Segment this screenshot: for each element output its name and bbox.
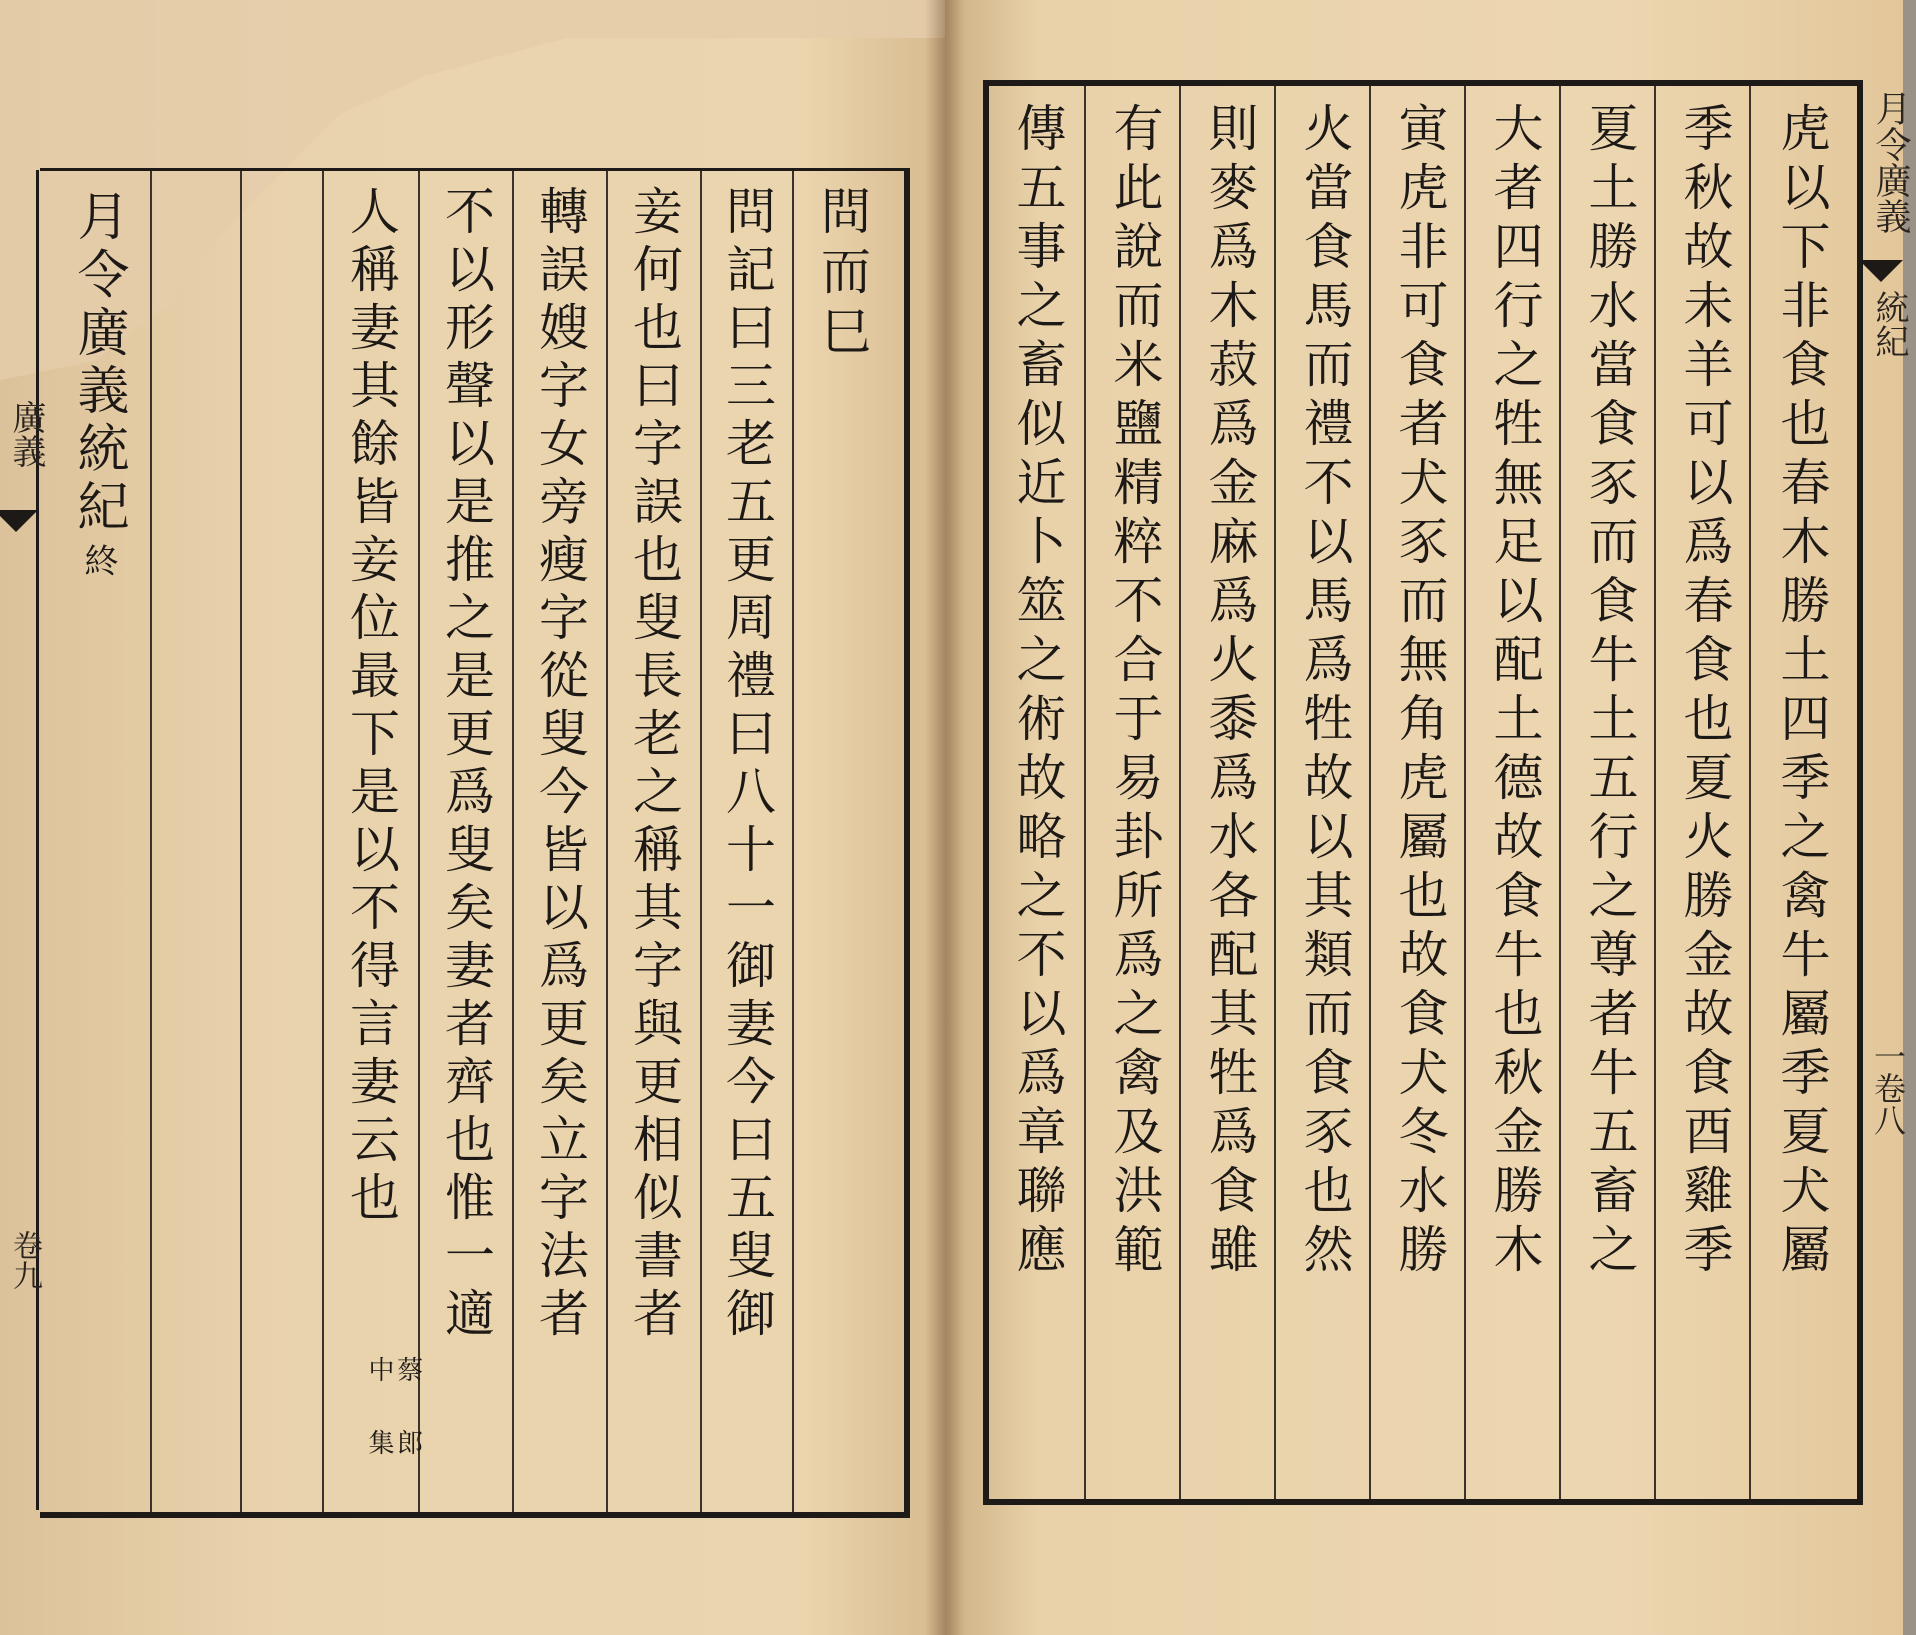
right-column-8 [1087, 86, 1182, 1515]
end-mark: 終 [78, 543, 118, 577]
right-margin-folio: 一卷八 [1869, 1040, 1907, 1136]
column-text: 有此說而米鹽精粹不合于易卦所爲之禽及洪範 [1105, 102, 1164, 1282]
right-column-1 [1754, 86, 1849, 1515]
column-text: 寅虎非可食者犬豕而無角虎屬也故食犬冬水勝 [1390, 102, 1449, 1282]
column-text: 大者四行之牲無足以配土德故食牛也秋金勝木 [1485, 102, 1544, 1282]
left-column-3 [608, 171, 700, 1526]
left-column-2 [702, 171, 792, 1526]
right-margin-strip [1863, 80, 1911, 1505]
left-title-text: 月令廣義統紀 [68, 189, 128, 537]
column-divider [150, 171, 152, 1512]
right-column-2 [1657, 86, 1752, 1515]
left-column-4 [514, 171, 606, 1526]
left-column-1 [796, 171, 888, 1526]
column-text: 人稱妻其餘皆妾位最下是以不得言妻云也 [342, 185, 400, 1229]
column-divider [240, 171, 242, 1512]
fishtail-mark [0, 510, 38, 532]
source-note [364, 1356, 423, 1476]
right-column-7 [1182, 86, 1277, 1515]
right-column-5 [1372, 86, 1467, 1515]
column-text: 夏土勝水當食豕而食牛土五行之尊者牛五畜之 [1580, 102, 1639, 1282]
gutter [925, 0, 965, 1635]
right-text-frame [983, 80, 1863, 1505]
column-text: 傳五事之畜似近卜筮之術故略之不以爲章聯應 [1008, 102, 1067, 1282]
column-divider [1084, 86, 1086, 1499]
column-text: 妾何也曰字誤也叟長老之稱其字與更相似書者 [625, 185, 683, 1345]
left-column-5 [420, 171, 512, 1526]
right-column-3 [1562, 86, 1657, 1515]
column-text: 轉誤嫂字女旁瘦字從叟今皆以爲更矣立字法者 [531, 185, 589, 1345]
right-margin-title: 月令廣義 [1870, 90, 1911, 234]
left-title-column [48, 171, 148, 1530]
column-text: 問記曰三老五更周禮曰八十一御妻今曰五叟御 [718, 185, 776, 1345]
column-divider [792, 171, 794, 1512]
column-text: 虎以下非食也春木勝土四季之禽牛屬季夏犬屬 [1772, 102, 1831, 1282]
left-margin-title: 廣義 [6, 400, 46, 468]
column-text: 問而巳 [813, 185, 871, 365]
right-column-4 [1467, 86, 1562, 1515]
right-margin-section: 統紀 [1869, 290, 1909, 358]
column-text: 不以形聲以是推之是更爲叟矣妻者齊也惟一適 [437, 185, 495, 1345]
left-text-frame [40, 168, 910, 1518]
column-text: 則麥爲木菽爲金麻爲火黍爲水各配其牲爲食雖 [1200, 102, 1259, 1282]
column-text: 火當食馬而禮不以馬爲牲故以其類而食豕也然 [1295, 102, 1354, 1282]
right-page [945, 0, 1911, 1635]
column-text: 季秋故未羊可以爲春食也夏火勝金故食酉雞季 [1675, 102, 1734, 1282]
right-column-9 [991, 86, 1084, 1515]
right-column-6 [1277, 86, 1372, 1515]
left-page [0, 0, 945, 1635]
source-note-text: 蔡中郎集 [364, 1356, 423, 1455]
left-margin-strip [0, 170, 46, 1510]
left-column-6 [324, 171, 418, 1526]
fishtail-mark [1859, 260, 1903, 282]
left-margin-folio: 卷九 [7, 1230, 42, 1290]
